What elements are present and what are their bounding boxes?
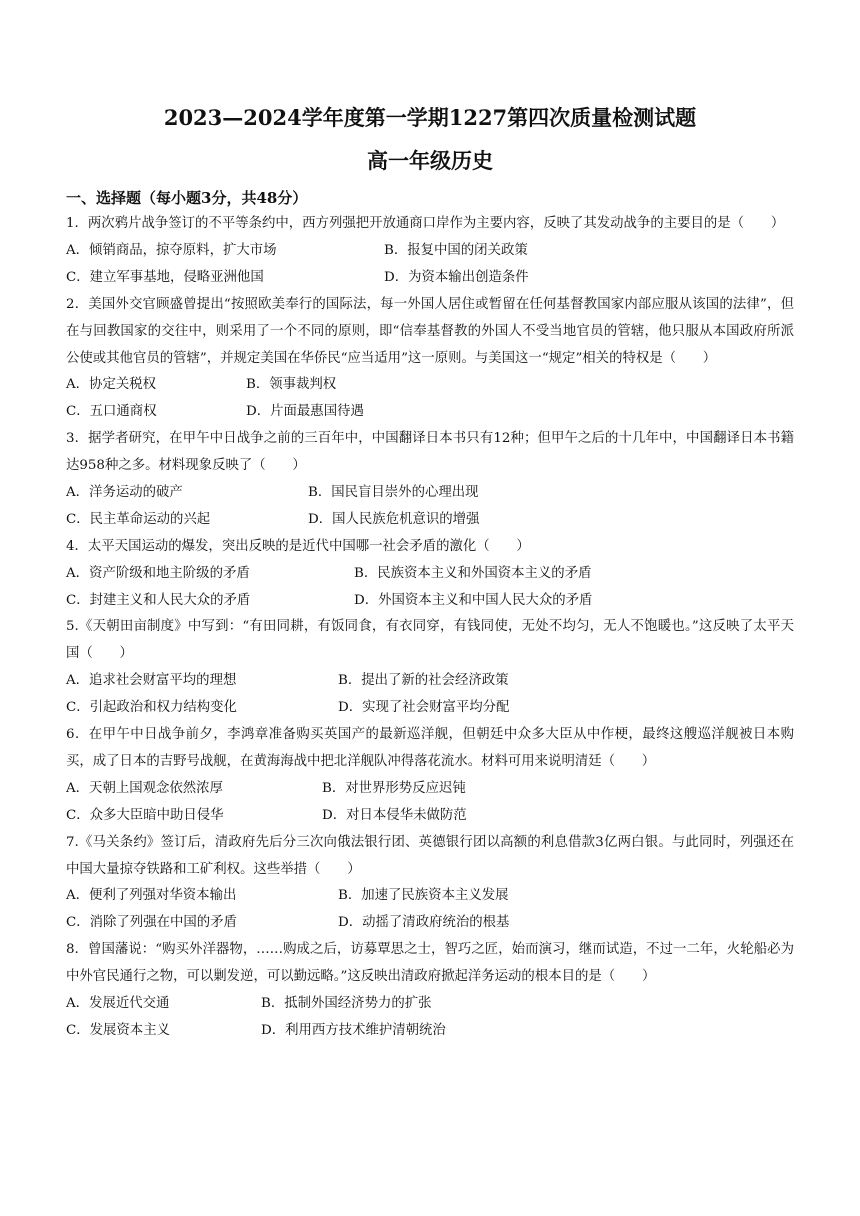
option-a: A．资产阶级和地主阶级的矛盾: [66, 565, 250, 581]
option-row: [66, 588, 794, 615]
option-row: [66, 991, 794, 1018]
question-stem: 3．据学者研究，在甲午中日战争之前的三百年中，中国翻译日本书只有12种；但甲午之后的十几年中，中国翻译日本书籍达958种之多。材料现象反映了（ ）: [66, 431, 794, 474]
option-row: [66, 776, 794, 803]
option-c: C．发展资本主义: [66, 1022, 170, 1038]
option-row: [66, 910, 794, 937]
option-row: [66, 480, 794, 507]
question-3: [66, 426, 794, 534]
question-2: [66, 292, 794, 427]
option-a: A．协定关税权: [66, 377, 157, 393]
option-row: [66, 372, 794, 399]
option-a: A．便利了列强对华资本输出: [66, 888, 237, 904]
option-a: A．洋务运动的破产: [66, 485, 183, 500]
question-7: [66, 830, 794, 938]
question-stem: 4．太平天国运动的爆发，突出反映的是近代中国哪一社会矛盾的激化（ ）: [66, 538, 530, 554]
option-row: [66, 561, 794, 588]
option-row: [66, 507, 794, 534]
option-row: [66, 883, 794, 910]
option-d: D．为资本输出创造条件: [384, 269, 529, 285]
option-row: [66, 1018, 794, 1045]
exam-subtitle: 高一年级历史: [367, 148, 493, 173]
option-b: B．对世界形势反应迟钝: [322, 780, 466, 796]
question-stem: 1．两次鸦片战争签订的不平等条约中，西方列强把开放通商口岸作为主要内容，反映了其发动战争的主要目的是（ ）: [66, 216, 785, 231]
question-5: [66, 614, 794, 722]
exam-title: 2023—2024学年度第一学期1227第四次质量检测试题: [163, 105, 697, 130]
question-stem: 8．曾国藩说：“购买外洋器物，……购成之后，访募覃思之士，智巧之匠，始而演习，继而试造，不过一二年，火轮船必为中外官民通行之物，可以剿发逆，可以勤远略。”这反映出清政府掀起洋务运动的根本目的是（ ）: [66, 942, 794, 985]
question-6: [66, 722, 794, 830]
option-b: B．抵制外国经济势力的扩张: [261, 996, 432, 1012]
option-row: [66, 695, 794, 722]
question-4: [66, 534, 794, 615]
option-b: B．报复中国的闭关政策: [384, 242, 528, 258]
option-d: D．外国资本主义和中国人民大众的矛盾: [354, 592, 593, 608]
option-d: D．国人民族危机意识的增强: [308, 511, 480, 527]
question-list: [66, 211, 794, 1045]
question-stem: 6．在甲午中日战争前夕，李鸿章准备购买英国产的最新巡洋舰，但朝廷中众多大臣从中作梗，最终这艘巡洋舰被日本购买，成了日本的吉野号战舰，在黄海海战中把北洋舰队冲得落花流水。材料可用来说明清廷（ ）: [66, 727, 794, 769]
option-row: [66, 399, 794, 426]
question-8: [66, 937, 794, 1045]
question-1: [66, 211, 794, 292]
option-c: C．民主革命运动的兴起: [66, 511, 211, 527]
option-d: D．利用西方技术维护清朝统治: [261, 1022, 446, 1038]
option-d: D．动摇了清政府统治的根基: [338, 915, 510, 931]
option-d: D．片面最惠国待遇: [246, 404, 364, 420]
option-row: [66, 238, 794, 265]
option-b: B．领事裁判权: [246, 377, 337, 393]
option-b: B．加速了民族资本主义发展: [338, 888, 509, 904]
option-c: C．五口通商权: [66, 404, 157, 420]
option-c: C．众多大臣暗中助日侵华: [66, 807, 224, 823]
option-row: [66, 803, 794, 830]
option-c: C．封建主义和人民大众的矛盾: [66, 592, 251, 608]
question-stem: 5.《天朝田亩制度》中写到：“有田同耕，有饭同食，有衣同穿，有钱同使，无处不均匀，无人不饱暖也。”这反映了太平天国（ ）: [66, 619, 794, 662]
option-row: [66, 668, 794, 695]
option-b: B．提出了新的社会经济政策: [338, 673, 509, 689]
option-a: A．追求社会财富平均的理想: [66, 673, 237, 689]
section-heading: 一、选择题（每小题3分，共48分）: [66, 189, 308, 207]
option-a: A．倾销商品，掠夺原料，扩大市场: [66, 242, 277, 258]
option-c: C．引起政治和权力结构变化: [66, 700, 237, 716]
option-b: B．民族资本主义和外国资本主义的矛盾: [354, 565, 592, 581]
option-b: B．国民盲目崇外的心理出现: [308, 485, 479, 500]
option-c: C．消除了列强在中国的矛盾: [66, 915, 237, 931]
option-d: D．对日本侵华未做防范: [322, 807, 467, 823]
question-stem: 2．美国外交官顾盛曾提出“按照欧美奉行的国际法，每一外国人居住或暂留在任何基督教国家内部应服从该国的法律”，但在与回教国家的交往中，则采用了一个不同的原则，即“信奉基督教的外国人不受当地官员的管辖，他只服从本国政府所派公使或其他官员的管辖”，并规定美国在华侨民“应当适用”这一原则。与美国这一“规定”相关的特权是（ ）: [66, 296, 794, 366]
option-d: D．实现了社会财富平均分配: [338, 700, 510, 716]
question-stem: 7.《马关条约》签订后，清政府先后分三次向俄法银行团、英德银行团以高额的利息借款3亿两白银。与此同时，列强还在中国大量掠夺铁路和工矿利权。这些举措（ ）: [66, 834, 794, 877]
option-a: A．发展近代交通: [66, 996, 170, 1012]
option-row: [66, 265, 794, 292]
option-c: C．建立军事基地，侵略亚洲他国: [66, 269, 264, 285]
option-a: A．天朝上国观念依然浓厚: [66, 780, 223, 796]
